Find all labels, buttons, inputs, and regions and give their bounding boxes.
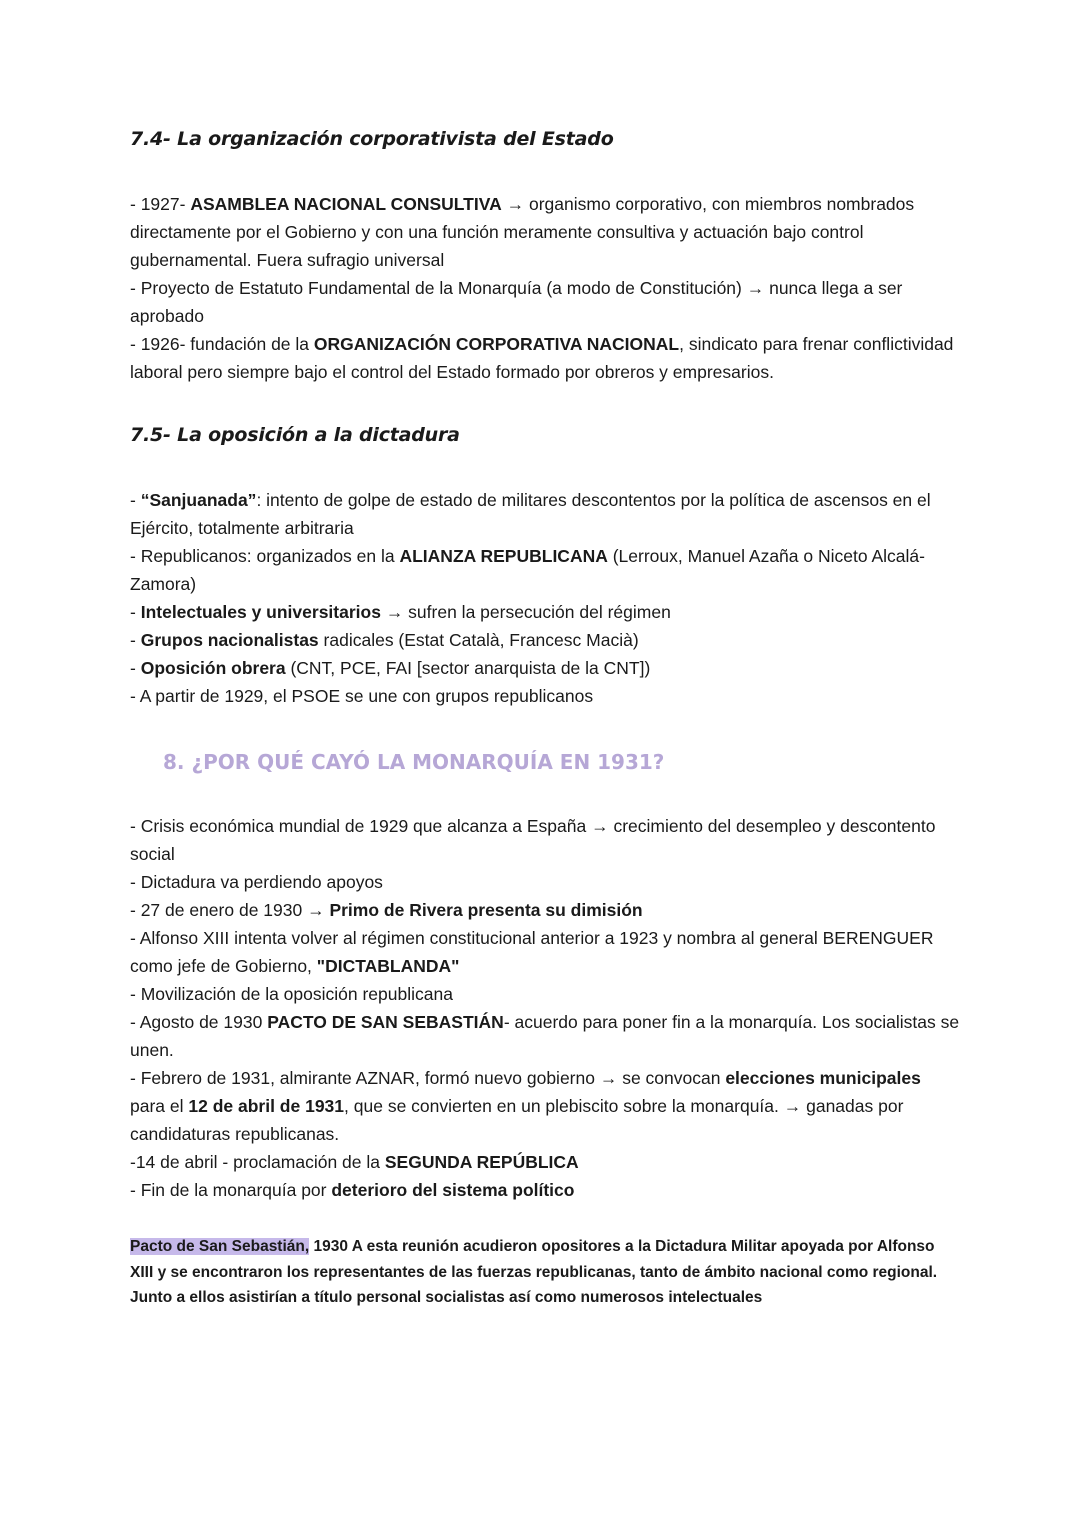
paragraph-republicanos: - Republicanos: organizados en la ALIANZA REPUBLICANA (Lerroux, Manuel Azaña o Niceto Alcalá-Zamora): [130, 546, 925, 594]
paragraph-apoyos: - Dictadura va perdiendo apoyos: [130, 872, 383, 892]
paragraph-sanjuanada: - “Sanjuanada”: intento de golpe de estado de militares descontentos por la política de ascensos en el Ejército, totalmente arbitraria: [130, 490, 931, 538]
section-8-body: [130, 812, 960, 1204]
paragraph-fin-monarquia: - Fin de la monarquía por deterioro del sistema político: [130, 1180, 575, 1200]
pacto-note: Pacto de San Sebastián, 1930 A esta reunión acudieron opositores a la Dictadura Militar apoyada por Alfonso XIII y se encontraron los representantes de las fuerzas republicanas, tanto de ámbito nacional como regional. Junto a ellos asistirían a título personal socialistas así como numerosos intelectuales: [130, 1238, 938, 1306]
document-content: [130, 128, 960, 1311]
paragraph-dimision: - 27 de enero de 1930 → Primo de Rivera presenta su dimisión: [130, 900, 643, 920]
section-8-title: 8. ¿POR QUÉ CAYÓ LA MONARQUÍA EN 1931?: [163, 750, 665, 774]
paragraph-psoe: - A partir de 1929, el PSOE se une con grupos republicanos: [130, 686, 594, 706]
paragraph-nacionalistas: - Grupos nacionalistas radicales (Estat Català, Francesc Macià): [130, 630, 639, 650]
section-7-5-body: [130, 486, 960, 710]
paragraph-pacto: - Agosto de 1930 PACTO DE SAN SEBASTIÁN- acuerdo para poner fin a la monarquía. Los socialistas se unen.: [130, 1012, 960, 1060]
paragraph-estatuto: - Proyecto de Estatuto Fundamental de la Monarquía (a modo de Constitución) → nunca llega a ser aprobado: [130, 278, 903, 326]
section-7-4-body: [130, 190, 960, 386]
section-7-5-title: 7.5- La oposición a la dictadura: [130, 424, 460, 446]
paragraph-crisis: - Crisis económica mundial de 1929 que alcanza a España → crecimiento del desempleo y descontento social: [130, 816, 936, 864]
paragraph-asamblea: - 1927- ASAMBLEA NACIONAL CONSULTIVA → organismo corporativo, con miembros nombrados directamente por el Gobierno y con una función meramente consultiva y actuación bajo control gubernamental. Fuera sufragio universal: [130, 194, 915, 270]
highlighted-term: Pacto de San Sebastián,: [130, 1238, 310, 1255]
section-7-4-title: 7.4- La organización corporativista del Estado: [130, 128, 614, 150]
paragraph-elecciones: - Febrero de 1931, almirante AZNAR, formó nuevo gobierno → se convocan elecciones municipales para el 12 de abril de 1931, que se convierten en un plebiscito sobre la monarquía. → ganadas por candidaturas republicanas.: [130, 1068, 921, 1144]
paragraph-proclamacion: -14 de abril - proclamación de la SEGUNDA REPÚBLICA: [130, 1152, 579, 1172]
paragraph-oposicion-obrera: - Oposición obrera (CNT, PCE, FAI [sector anarquista de la CNT]): [130, 658, 651, 678]
paragraph-organizacion: - 1926- fundación de la ORGANIZACIÓN CORPORATIVA NACIONAL, sindicato para frenar conflictividad laboral pero siempre bajo el control del Estado formado por obreros y empresarios.: [130, 334, 954, 382]
paragraph-dictablanda: - Alfonso XIII intenta volver al régimen constitucional anterior a 1923 y nombra al general BERENGUER como jefe de Gobierno, "DICTABLANDA": [130, 928, 934, 976]
paragraph-movilizacion: - Movilización de la oposición republicana: [130, 984, 453, 1004]
paragraph-intelectuales: - Intelectuales y universitarios → sufren la persecución del régimen: [130, 602, 671, 622]
